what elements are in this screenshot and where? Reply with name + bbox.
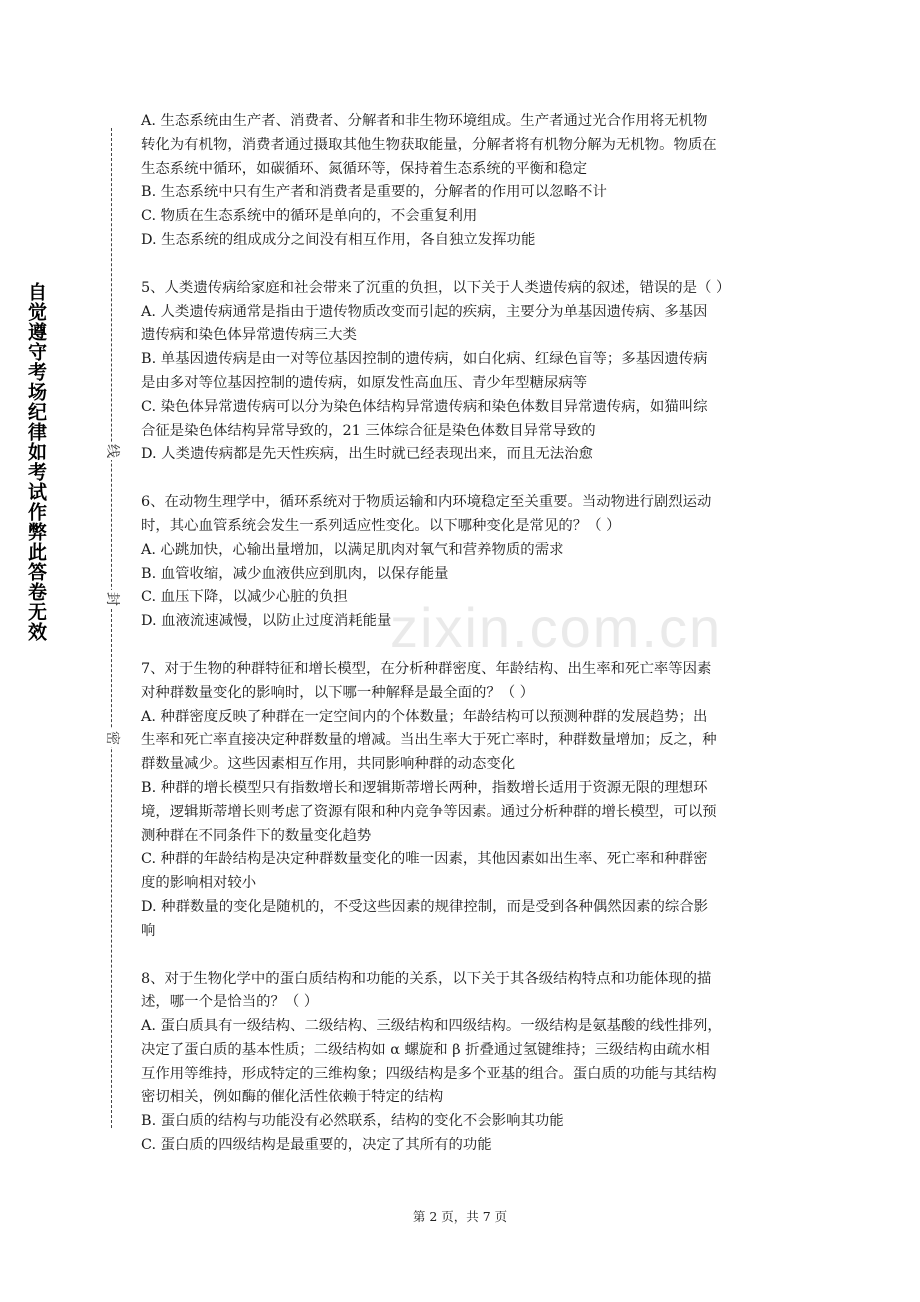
question-8 bbox=[141, 968, 789, 1158]
q8-line: 述，哪一个是恰当的？（ ） bbox=[141, 994, 319, 1011]
q7-line: 境，逻辑斯蒂增长则考虑了资源有限和种内竞争等因素。通过分析种群的增长模型，可以预 bbox=[141, 803, 717, 820]
q7-line: 对种群数量变化的影响时，以下哪一种解释是最全面的？（ ） bbox=[141, 684, 535, 701]
q8-stem: 8、对于生物化学中的蛋白质结构和功能的关系，以下关于其各级结构特点和功能体现的描 bbox=[141, 970, 712, 987]
q7-line: 测种群在不同条件下的数量变化趋势 bbox=[141, 827, 372, 844]
seal-mark-seal: 封 bbox=[101, 590, 123, 608]
watermark: zixin.com.cn bbox=[390, 596, 723, 659]
q8-line: 密切相关，例如酶的催化活性依赖于特定的结构 bbox=[141, 1089, 444, 1106]
q7-line: A. 种群密度反映了种群在一定空间内的个体数量；年龄结构可以预测种群的发展趋势；出 bbox=[141, 708, 708, 725]
q5-line: 遗传病和染色体异常遗传病三大类 bbox=[141, 327, 357, 344]
q4-line: 生态系统中循环，如碳循环、氮循环等，保持着生态系统的平衡和稳定 bbox=[141, 160, 588, 177]
q7-line: 群数量减少。这些因素相互作用，共同影响种群的动态变化 bbox=[141, 756, 516, 773]
question-5 bbox=[141, 277, 789, 467]
q4-line: C. 物质在生态系统中的循环是单向的，不会重复利用 bbox=[141, 208, 478, 225]
question-4-options bbox=[141, 110, 789, 253]
seal-mark-line: 线 bbox=[101, 442, 123, 460]
q7-line: 生率和死亡率直接决定种群数量的增减。当出生率大于死亡率时，种群数量增加；反之，种 bbox=[141, 732, 717, 749]
q6-stem: 6、在动物生理学中，循环系统对于物质运输和内环境稳定至关重要。当动物进行剧烈运动 bbox=[141, 494, 712, 511]
q6-line: D. 血液流速减慢，以防止过度消耗能量 bbox=[141, 613, 392, 630]
q8-line: B. 蛋白质的结构与功能没有必然联系，结构的变化不会影响其功能 bbox=[141, 1113, 564, 1130]
q4-line: 转化为有机物，消费者通过摄取其他生物获取能量，分解者将有机物分解为无机物。物质在 bbox=[141, 136, 717, 153]
q7-line: C. 种群的年龄结构是决定种群数量变化的唯一因素，其他因素如出生率、死亡率和种群密 bbox=[141, 851, 708, 868]
exam-content bbox=[141, 110, 789, 1158]
q8-line: A. 蛋白质具有一级结构、二级结构、三级结构和四级结构。一级结构是氨基酸的线性排列， bbox=[141, 1018, 722, 1035]
binding-dashed-line bbox=[111, 128, 112, 1128]
exam-discipline-warning: 自觉遵守考场纪律如考试作弊此答卷无效 bbox=[25, 282, 47, 642]
q5-line: D. 人类遗传病都是先天性疾病，出生时就已经表现出来，而且无法治愈 bbox=[141, 446, 593, 463]
q7-line: 度的影响相对较小 bbox=[141, 875, 257, 892]
q4-line: D. 生态系统的组成成分之间没有相互作用，各自独立发挥功能 bbox=[141, 231, 536, 248]
question-7 bbox=[141, 658, 789, 944]
q6-line: A. 心跳加快，心输出量增加，以满足肌肉对氧气和营养物质的需求 bbox=[141, 541, 564, 558]
q8-line: 决定了蛋白质的基本性质；二级结构如 α 螺旋和 β 折叠通过氢键维持；三级结构由疏水相 bbox=[141, 1041, 710, 1058]
q7-line: 响 bbox=[141, 922, 156, 939]
q7-line: D. 种群数量的变化是随机的，不受这些因素的规律控制，而是受到各种偶然因素的综合影 bbox=[141, 898, 709, 915]
q5-line: B. 单基因遗传病是由一对等位基因控制的遗传病，如白化病、红绿色盲等；多基因遗传病 bbox=[141, 351, 708, 368]
q8-line: 互作用等维持，形成特定的三维构象；四级结构是多个亚基的组合。蛋白质的功能与其结构 bbox=[141, 1065, 717, 1082]
question-6 bbox=[141, 491, 789, 634]
q5-line: 是由多对等位基因控制的遗传病，如原发性高血压、青少年型糖尿病等 bbox=[141, 374, 588, 391]
q7-line: B. 种群的增长模型只有指数增长和逻辑斯蒂增长两种，指数增长适用于资源无限的理想环 bbox=[141, 779, 708, 796]
q5-line: A. 人类遗传病通常是指由于遗传物质改变而引起的疾病，主要分为单基因遗传病、多基因 bbox=[141, 303, 708, 320]
seal-mark-secret: 密 bbox=[101, 729, 123, 747]
page-number-footer: 第 2 页，共 7 页 bbox=[412, 1209, 508, 1224]
q8-line: C. 蛋白质的四级结构是最重要的，决定了其所有的功能 bbox=[141, 1137, 492, 1154]
q4-line: B. 生态系统中只有生产者和消费者是重要的，分解者的作用可以忽略不计 bbox=[141, 184, 607, 201]
q5-line: C. 染色体异常遗传病可以分为染色体结构异常遗传病和染色体数目异常遗传病，如猫叫综 bbox=[141, 398, 708, 415]
q5-line: 合征是染色体结构异常导致的，21 三体综合征是染色体数目异常导致的 bbox=[141, 422, 596, 439]
q6-line: B. 血管收缩，减少血液供应到肌肉，以保存能量 bbox=[141, 565, 449, 582]
q6-line: C. 血压下降，以减少心脏的负担 bbox=[141, 589, 348, 606]
q7-stem: 7、对于生物的种群特征和增长模型，在分析种群密度、年龄结构、出生率和死亡率等因素 bbox=[141, 660, 712, 677]
q4-line: A. 生态系统由生产者、消费者、分解者和非生物环境组成。生产者通过光合作用将无机物 bbox=[141, 113, 708, 129]
q5-stem: 5、人类遗传病给家庭和社会带来了沉重的负担，以下关于人类遗传病的叙述，错误的是（ ） bbox=[141, 279, 731, 296]
q6-line: 时，其心血管系统会发生一系列适应性变化。以下哪种变化是常见的？（ ） bbox=[141, 517, 621, 534]
